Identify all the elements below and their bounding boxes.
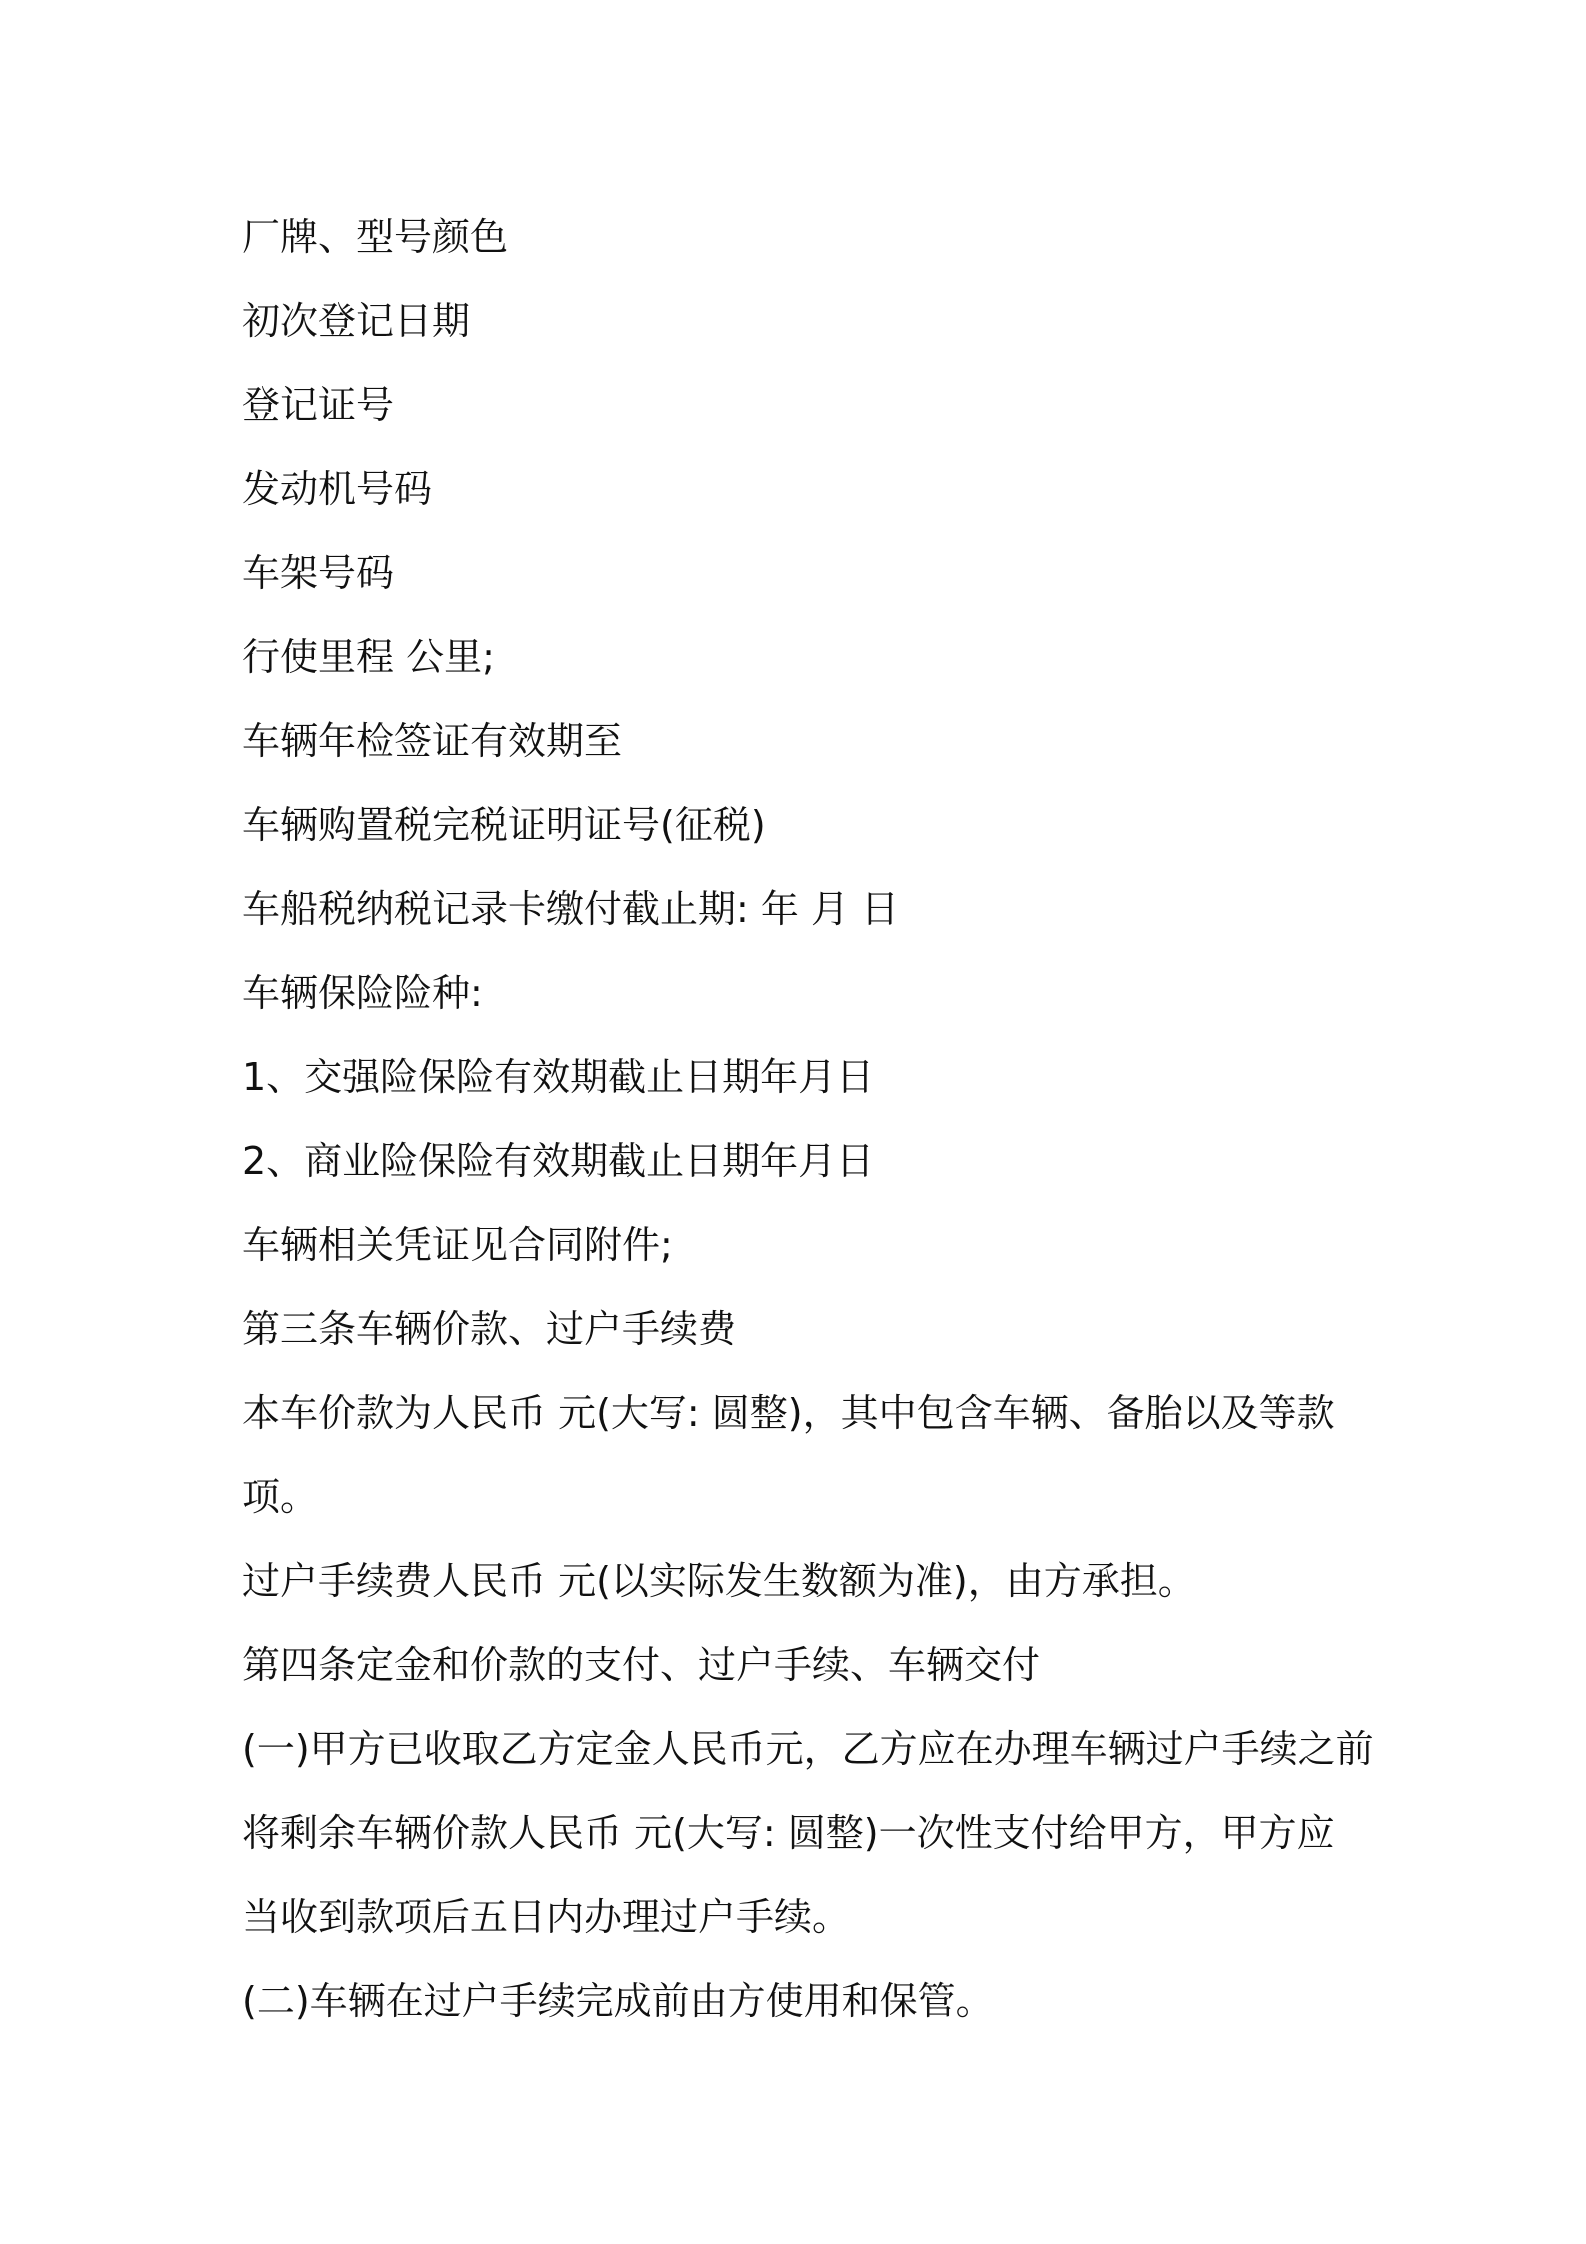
- related-documents-line: 车辆相关凭证见合同附件;: [242, 1223, 673, 1267]
- annual-inspection-validity-line: 车辆年检签证有效期至: [242, 719, 623, 763]
- deposit-clause-line-3: 当收到款项后五日内办理过户手续。: [242, 1895, 851, 1939]
- vehicle-custody-clause-line: (二)车辆在过户手续完成前由方使用和保管。: [242, 1979, 994, 2023]
- document-body: [242, 195, 1374, 2043]
- vehicle-price-line: 本车价款为人民币 元(大写: 圆整)，其中包含车辆、备胎以及等款: [242, 1391, 1335, 1435]
- mileage-line: 行使里程 公里;: [242, 635, 495, 679]
- purchase-tax-certificate-line: 车辆购置税完税证明证号(征税): [242, 803, 766, 847]
- deposit-clause-line-1: (一)甲方已收取乙方定金人民币元，乙方应在办理车辆过户手续之前: [242, 1727, 1374, 1771]
- deposit-clause-line-2: 将剩余车辆价款人民币 元(大写: 圆整)一次性支付给甲方，甲方应: [242, 1811, 1335, 1855]
- vehicle-price-line-continued: 项。: [242, 1475, 319, 1519]
- article-three-heading: 第三条车辆价款、过户手续费: [242, 1307, 737, 1351]
- vin-number-line: 车架号码: [242, 551, 395, 595]
- insurance-types-line: 车辆保险险种:: [242, 971, 483, 1015]
- compulsory-insurance-line: 1、交强险保险有效期截止日期年月日: [242, 1055, 875, 1099]
- first-registration-date-line: 初次登记日期: [242, 299, 471, 343]
- transfer-fee-line: 过户手续费人民币 元(以实际发生数额为准)，由方承担。: [242, 1559, 1196, 1603]
- vehicle-brand-model-color-line: 厂牌、型号颜色: [242, 215, 509, 259]
- vehicle-tax-deadline-line: 车船税纳税记录卡缴付截止期: 年 月 日: [242, 887, 900, 931]
- registration-certificate-number-line: 登记证号: [242, 383, 395, 427]
- article-four-heading: 第四条定金和价款的支付、过户手续、车辆交付: [242, 1643, 1041, 1687]
- engine-number-line: 发动机号码: [242, 467, 433, 511]
- commercial-insurance-line: 2、商业险保险有效期截止日期年月日: [242, 1139, 875, 1183]
